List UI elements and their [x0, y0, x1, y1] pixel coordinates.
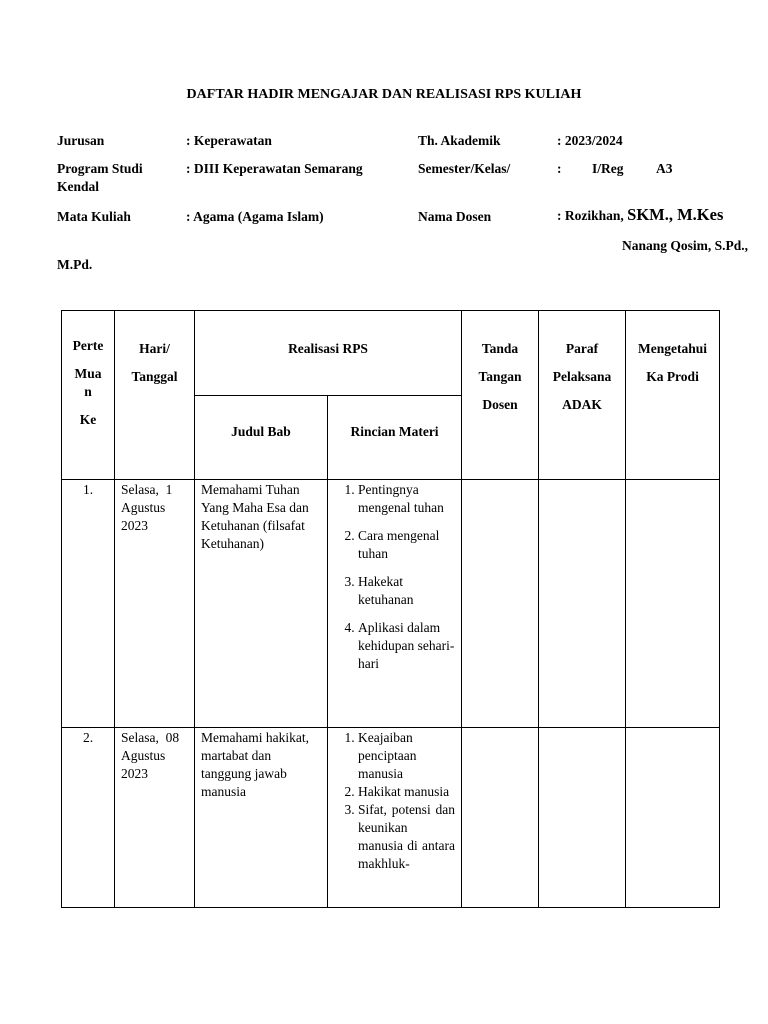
row-materi	[328, 728, 462, 908]
semester-value: I/Reg	[592, 161, 624, 176]
header-pertemuan-line: n	[84, 384, 92, 399]
header-pertemuan-line: Perte	[72, 338, 104, 353]
mata-kuliah-label: Mata Kuliah	[57, 209, 131, 224]
hari-line: 2023	[121, 766, 148, 781]
header-hari	[115, 311, 195, 480]
dosen-1-prefix: : Rozikhan,	[557, 208, 624, 223]
dosen-1	[557, 206, 723, 225]
materi-item: 4. Aplikasi dalam kehidupan sehari-hari	[358, 619, 455, 673]
prodi-label-cont: Kendal	[57, 179, 100, 194]
mengetahui-cell[interactable]	[626, 728, 720, 908]
mata-kuliah-value: : Agama (Agama Islam)	[186, 209, 324, 224]
rps-table	[61, 310, 720, 908]
hari-line: Agustus	[121, 748, 166, 763]
table-row	[62, 480, 720, 728]
nama-dosen-label: Nama Dosen	[418, 209, 492, 224]
row-number-text: 2.	[82, 730, 94, 745]
header-hari-line: Hari/	[139, 341, 170, 356]
table-row	[62, 728, 720, 908]
header-pertemuan	[62, 311, 115, 480]
dosen-2-cont: M.Pd.	[57, 257, 93, 272]
th-akademik-value: : 2023/2024	[557, 133, 623, 148]
judul-text: Memahami hakikat, martabat dan tanggung jawab manusia	[201, 730, 309, 799]
mengetahui-cell[interactable]	[626, 480, 720, 728]
materi-item: 2. Cara mengenal tuhan	[358, 527, 455, 563]
th-akademik-label: Th. Akademik	[418, 133, 501, 148]
judul-text: Memahami Tuhan Yang Maha Esa dan Ketuhanan (filsafat Ketuhanan)	[201, 482, 309, 551]
header-tanda-line: Dosen	[482, 397, 518, 412]
row-judul	[195, 728, 328, 908]
header-pertemuan-line: Ke	[79, 412, 97, 427]
materi-item: 3. Sifat, potensi dan keunikan manusia di antara makhluk-	[358, 801, 455, 873]
tanda-tangan-cell[interactable]	[462, 728, 539, 908]
header-paraf	[539, 311, 626, 480]
dosen-1-suffix: SKM., M.Kes	[627, 205, 724, 224]
hari-line: Agustus	[121, 500, 166, 515]
semester-colon: :	[557, 161, 562, 176]
hari-line: Selasa, 1	[121, 482, 173, 497]
hari-line: 2023	[121, 518, 148, 533]
materi-item: 2. Hakikat manusia	[358, 783, 455, 801]
tanda-tangan-cell[interactable]	[462, 480, 539, 728]
header-tanda-tangan	[462, 311, 539, 480]
prodi-label: Program Studi	[57, 161, 143, 176]
header-realisasi	[195, 311, 462, 396]
jurusan-label: Jurusan	[57, 133, 105, 148]
header-pertemuan-line: Mua	[74, 366, 102, 381]
dosen-2: Nanang Qosim, S.Pd.,	[621, 238, 748, 253]
row-number-text: 1.	[82, 482, 94, 497]
header-mengetahui-line: Mengetahui	[638, 341, 708, 356]
header-mengetahui-line: Ka Prodi	[646, 369, 699, 384]
header-rincian	[328, 396, 462, 480]
header-paraf-line: ADAK	[562, 397, 602, 412]
header-realisasi-label: Realisasi RPS	[288, 341, 368, 356]
header-mengetahui	[626, 311, 720, 480]
header-judul-bab	[195, 396, 328, 480]
row-number	[62, 728, 115, 908]
row-materi	[328, 480, 462, 728]
row-judul	[195, 480, 328, 728]
paraf-cell[interactable]	[539, 480, 626, 728]
prodi-value: : DIII Keperawatan Semarang	[186, 161, 363, 176]
header-paraf-line: Paraf	[565, 341, 599, 356]
materi-item: 3. Hakekat ketuhanan	[358, 573, 455, 609]
row-number	[62, 480, 115, 728]
jurusan-value: : Keperawatan	[186, 133, 272, 148]
semester-label: Semester/Kelas/	[418, 161, 511, 176]
materi-item: 1. Keajaiban penciptaan manusia	[358, 729, 455, 783]
materi-item: 1. Pentingnya mengenal tuhan	[358, 481, 455, 517]
header-judul-bab-label: Judul Bab	[231, 424, 291, 439]
row-hari	[115, 728, 195, 908]
paraf-cell[interactable]	[539, 728, 626, 908]
header-paraf-line: Pelaksana	[552, 369, 612, 384]
document-title: DAFTAR HADIR MENGAJAR DAN REALISASI RPS KULIAH	[186, 87, 582, 102]
kelas-value: A3	[656, 161, 673, 176]
header-tanda-line: Tanda	[481, 341, 519, 356]
hari-line: Selasa, 08	[121, 730, 180, 745]
header-hari-line: Tanggal	[131, 369, 178, 384]
row-hari	[115, 480, 195, 728]
header-tanda-line: Tangan	[478, 369, 522, 384]
header-rincian-label: Rincian Materi	[350, 424, 439, 439]
